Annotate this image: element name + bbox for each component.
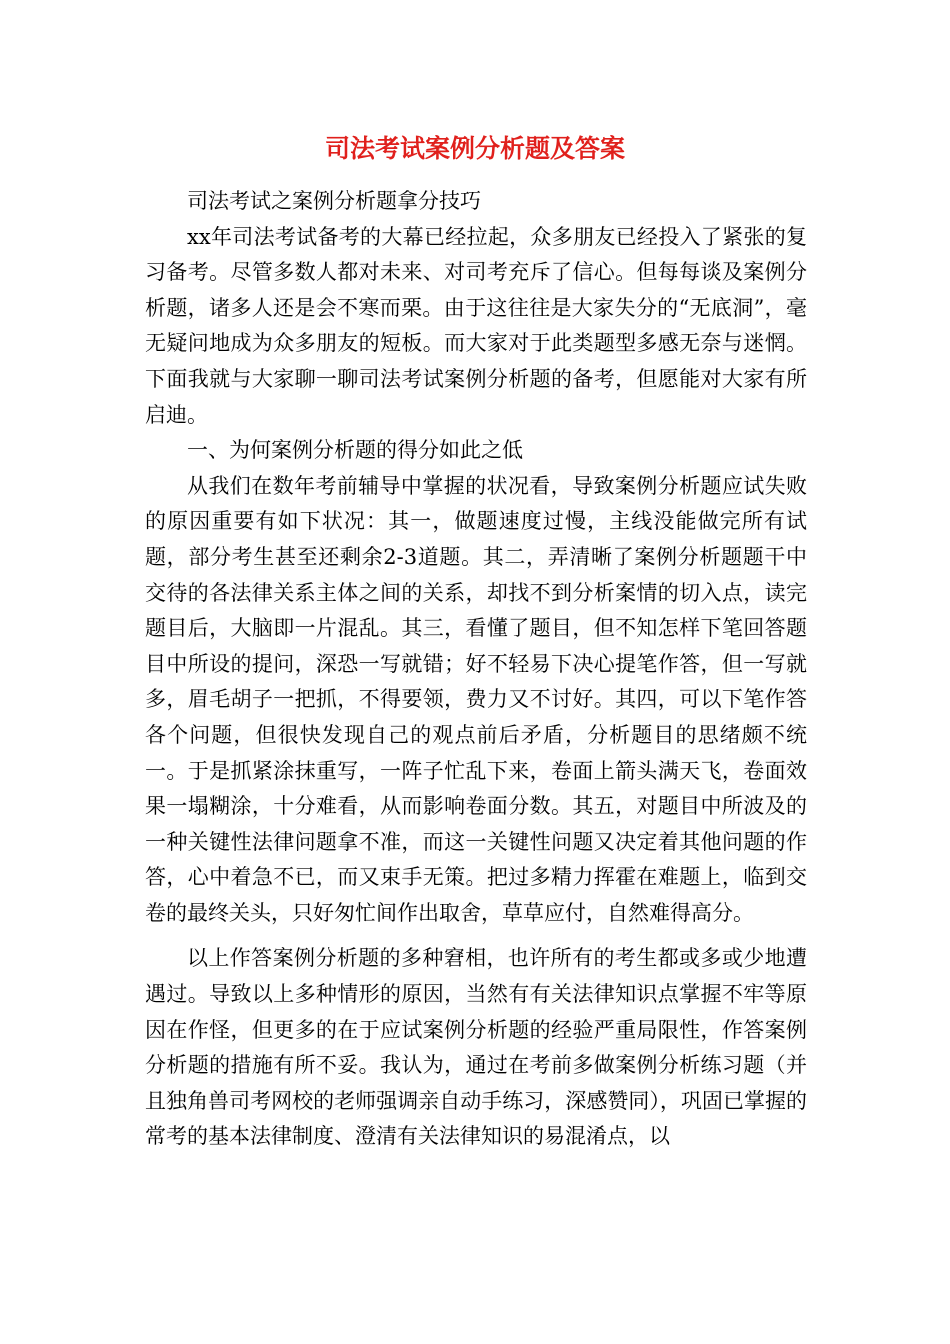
paragraph-reasons: 从我们在数年考前辅导中掌握的状况看，导致案例分析题应试失败的原因重要有如下状况：其一，做题速度过慢，主线没能做完所有试题，部分考生甚至还剩余2-3道题。其二，弄清晰了案例分析题题干中交待的各法律关系主体之间的关系，却找不到分析案情的切入点，读完题目后，大脑即一片混乱。其三，看懂了题目，但不知怎样下笔回答题目中所设的提问，深恐一写就错；好不轻易下决心提笔作答，但一写就多，眉毛胡子一把抓，不得要领，费力又不讨好。其四，可以下笔作答各个问题，但很快发现自己的观点前后矛盾，分析题目的思绪颇不统一。于是抓紧涂抹重写，一阵子忙乱下来，卷面上箭头满天飞，卷面效果一塌糊涂，十分难看，从而影响卷面分数。其五，对题目中所波及的一种关键性法律问题拿不准，而这一关键性问题又决定着其他问题的作答，心中着急不已，而又束手无策。把过多精力挥霍在难题上，临到交卷的最终关头，只好匆忙间作出取舍，草草应付，自然难得高分。 xyxy=(145,473,807,925)
paragraph-subtitle: 司法考试之案例分析题拿分技巧 xyxy=(187,189,481,213)
document-title: 司法考试案例分析题及答案 xyxy=(324,134,625,163)
document-body xyxy=(145,184,807,1155)
paragraph-summary: 以上作答案例分析题的多种窘相，也许所有的考生都或多或少地遭遇过。导致以上多种情形的原因，当然有有关法律知识点掌握不牢等原因在作怪，但更多的在于应试案例分析题的经验严重局限性，作答案例分析题的措施有所不妥。我认为，通过在考前多做案例分析练习题（并且独角兽司考网校的老师强调亲自动手练习，深感赞同），巩固已掌握的常考的基本法律制度、澄清有关法律知识的易混淆点，以 xyxy=(145,946,807,1149)
paragraph-section-heading: 一、为何案例分析题的得分如此之低 xyxy=(187,438,523,463)
paragraph-intro: xx年司法考试备考的大幕已经拉起，众多朋友已经投入了紧张的复习备考。尽管多数人都对未来、对司考充斥了信心。但每每谈及案例分析题，诸多人还是会不寒而栗。由于这往往是大家失分的“无底洞”，毫无疑问地成为众多朋友的短板。而大家对于此类题型多感无奈与迷惘。下面我就与大家聊一聊司法考试案例分析题的备考，但愿能对大家有所启迪。 xyxy=(145,224,807,427)
